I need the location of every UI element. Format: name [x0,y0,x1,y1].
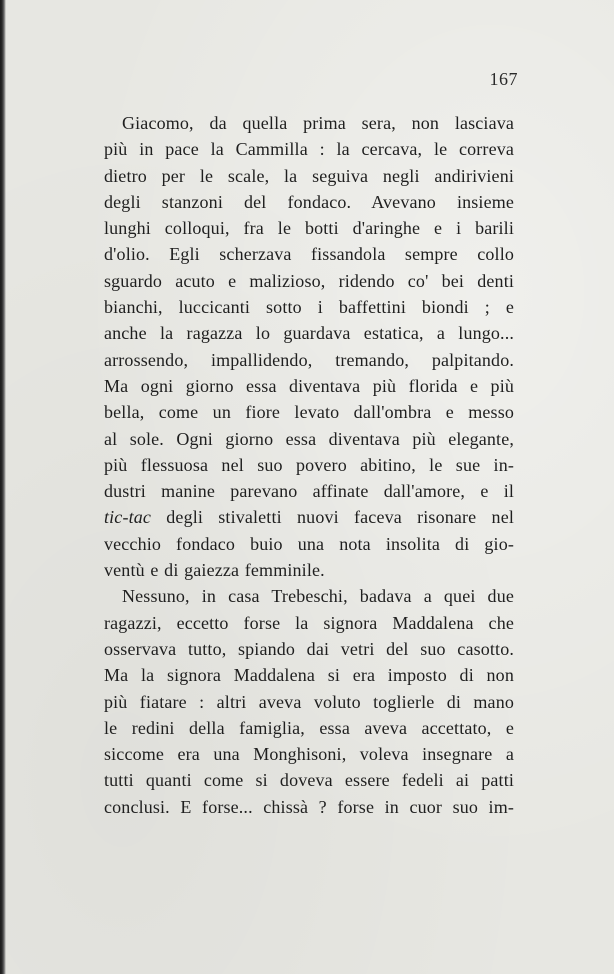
text-line: più flessuosa nel suo povero abitino, le sue in- [104,454,514,475]
text-line: bella, come un fiore levato dall'ombra e messo [104,402,514,423]
text-line: bianchi, luccicanti sotto i baffettini biondi ; e [104,297,514,318]
text-line-italic [104,504,514,530]
text-line: più in pace la Cammilla : la cercava, le correva [104,139,514,160]
text-line: Ma la signora Maddalena si era imposto di non [104,665,514,686]
page-spine-edge [0,0,6,974]
text-line: Giacomo, da quella prima sera, non lasciava [122,113,514,133]
text-line: Nessuno, in casa Trebeschi, badava a quei due [122,586,514,607]
text-line: conclusi. E forse... chissà ? forse in cuor suo im- [104,796,514,817]
text-line: siccome era una Monghisoni, voleva insegnare a [104,744,514,765]
italic-phrase: tic-tac [104,507,152,528]
text-line: Ma ogni giorno essa diventava più florida e più [104,375,514,396]
text-line: tutti quanti come si doveva essere fedeli ai patti [104,770,514,791]
text-line: arrossendo, impallidendo, tremando, palpitando. [104,349,514,370]
text-line: degli stanzoni del fondaco. Avevano insieme [104,191,514,212]
text-line: più fiatare : altri aveva voluto toglierle di mano [104,691,514,712]
text-line: le redini della famiglia, essa aveva accettato, e [104,717,514,738]
paragraph-1 [104,110,514,583]
text-line: d'olio. Egli scherzava fissandola sempre collo [104,244,514,265]
page-number: 167 [489,69,518,89]
text-line: sguardo acuto e malizioso, ridendo co' bei denti [104,270,514,291]
text-line: dustri manine parevano affinate dall'amore, e il [104,481,514,502]
text-line: dietro per le scale, la seguiva negli andirivieni [104,165,514,186]
text-line: osservava tutto, spiando dai vetri del suo casotto. [104,638,514,659]
text-line: ragazzi, eccetto forse la signora Maddalena che [104,612,514,633]
text-line: anche la ragazza lo guardava estatica, a lungo... [104,323,514,344]
text-line: ventù e di gaiezza femminile. [104,560,325,581]
text-line: al sole. Ogni giorno essa diventava più elegante, [104,428,514,449]
text-line: vecchio fondaco buio una nota insolita di gio- [104,533,514,554]
text-line-rest: degli stivaletti nuovi faceva risonare nel [151,507,514,528]
paragraph-2 [104,583,514,820]
text-line: lunghi colloqui, fra le botti d'aringhe e i barili [104,218,514,239]
body-text [104,110,514,820]
